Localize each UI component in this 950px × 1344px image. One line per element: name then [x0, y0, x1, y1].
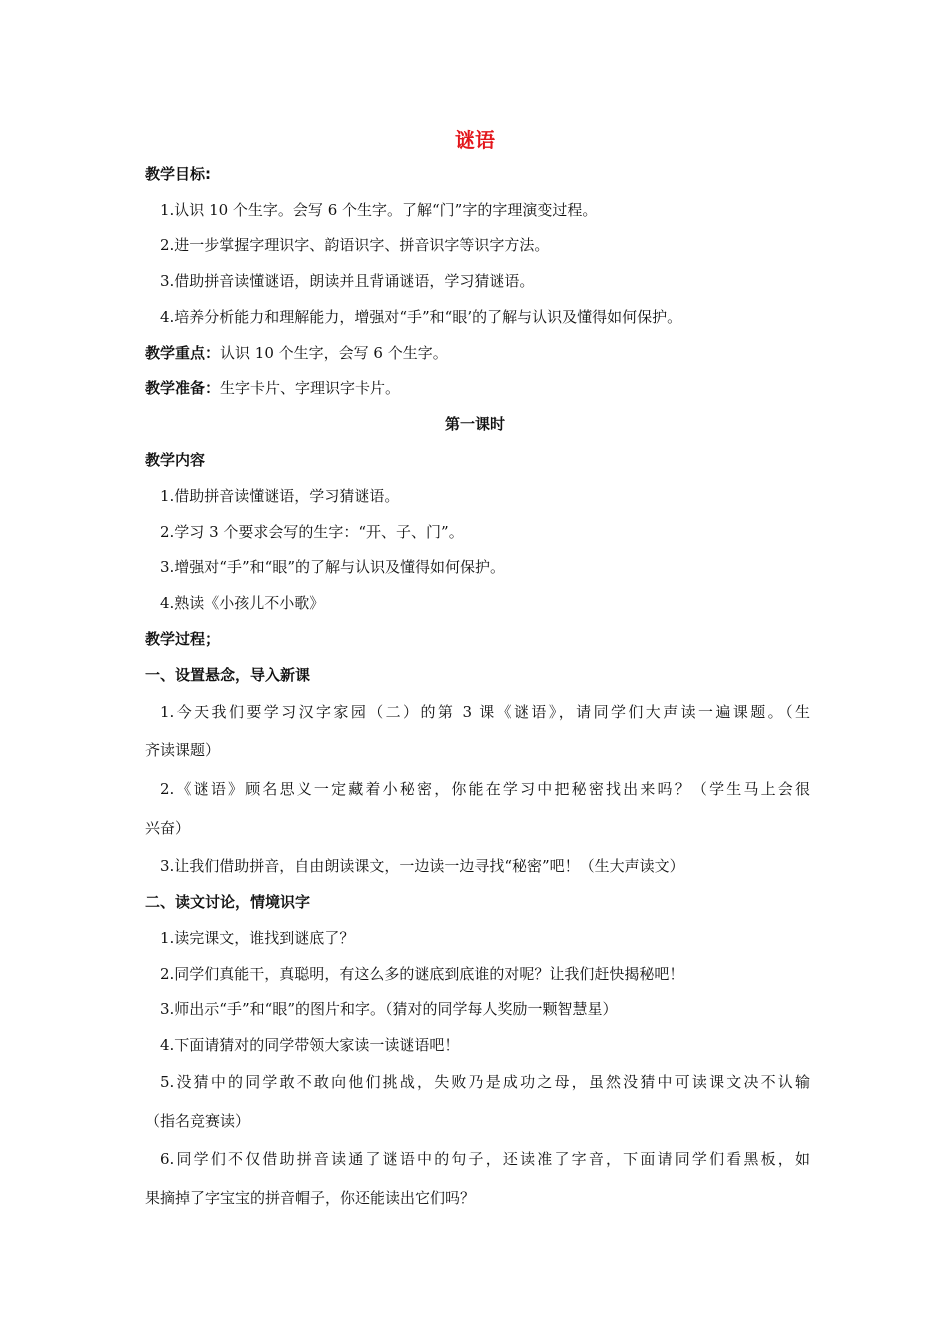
section1-paragraph: 1.今天我们要学习汉字家园（二）的第 3 课《谜语》，请同学们大声读一遍课题。（生 — [160, 703, 810, 721]
section2-paragraph-cont: （指名竞赛读） — [145, 1112, 251, 1130]
preparation-text: 生字卡片、字理识字卡片。 — [220, 379, 401, 397]
process-heading: 教学过程； — [145, 630, 221, 648]
content-item: 4.熟读《小孩儿不小歌》 — [160, 594, 325, 612]
section1-paragraph: 3.让我们借助拼音，自由朗读课文，一边读一边寻找“秘密”吧！（生大声读文） — [160, 857, 685, 875]
document-title: 谜语 — [455, 128, 495, 152]
section2-heading: 二、读文讨论，情境识字 — [145, 893, 311, 911]
section1-paragraph-cont: 兴奋） — [145, 819, 191, 837]
section1-paragraph: 2.《谜语》顾名思义一定藏着小秘密，你能在学习中把秘密找出来吗？（学生马上会很 — [160, 780, 810, 798]
key-points — [145, 343, 810, 363]
goal-item: 3.借助拼音读懂谜语，朗读并且背诵谜语，学习猜谜语。 — [160, 272, 535, 290]
preparation — [145, 378, 810, 398]
section2-paragraph: 1.读完课文，谁找到谜底了？ — [160, 929, 355, 947]
goals-heading: 教学目标: — [145, 165, 211, 183]
section2-paragraph-cont: 果摘掉了字宝宝的拼音帽子，你还能读出它们吗？ — [145, 1189, 476, 1207]
goal-item: 1.认识 10 个生字。会写 6 个生字。了解“门”字的字理演变过程。 — [160, 201, 598, 219]
goal-item: 4.培养分析能力和理解能力，增强对“手”和“眼’的了解与认识及懂得如何保护。 — [160, 308, 683, 326]
content-heading: 教学内容 — [145, 451, 206, 469]
section2-paragraph: 5.没猜中的同学敢不敢向他们挑战，失败乃是成功之母，虽然没猜中可读课文决不认输 — [160, 1073, 810, 1091]
section2-paragraph: 6.同学们不仅借助拼音读通了谜语中的句子，还读准了字音，下面请同学们看黑板，如 — [160, 1150, 810, 1168]
section1-heading: 一、设置悬念，导入新课 — [145, 666, 311, 684]
section1-paragraph-cont: 齐读课题） — [145, 741, 221, 759]
lesson-heading: 第一课时 — [444, 415, 505, 433]
section2-paragraph: 2.同学们真能干，真聪明，有这么多的谜底到底谁的对呢？让我们赶快揭秘吧！ — [160, 965, 685, 983]
content-item: 3.增强对“手”和“眼”的了解与认识及懂得如何保护。 — [160, 558, 505, 576]
section2-paragraph: 3.师出示“手”和“眼”的图片和字。（猜对的同学每人奖励一颗智慧星） — [160, 1000, 618, 1018]
key-points-label: 教学重点： — [145, 344, 221, 362]
goal-item: 2.进一步掌握字理识字、韵语识字、拼音识字等识字方法。 — [160, 236, 550, 254]
key-points-text: 认识 10 个生字，会写 6 个生字。 — [220, 344, 448, 362]
preparation-label: 教学准备： — [145, 379, 221, 397]
section2-paragraph: 4.下面请猜对的同学带领大家读一读谜语吧！ — [160, 1036, 460, 1054]
content-item: 2.学习 3 个要求会写的生字：“开、子、门”。 — [160, 523, 464, 541]
content-item: 1.借助拼音读懂谜语，学习猜谜语。 — [160, 487, 400, 505]
